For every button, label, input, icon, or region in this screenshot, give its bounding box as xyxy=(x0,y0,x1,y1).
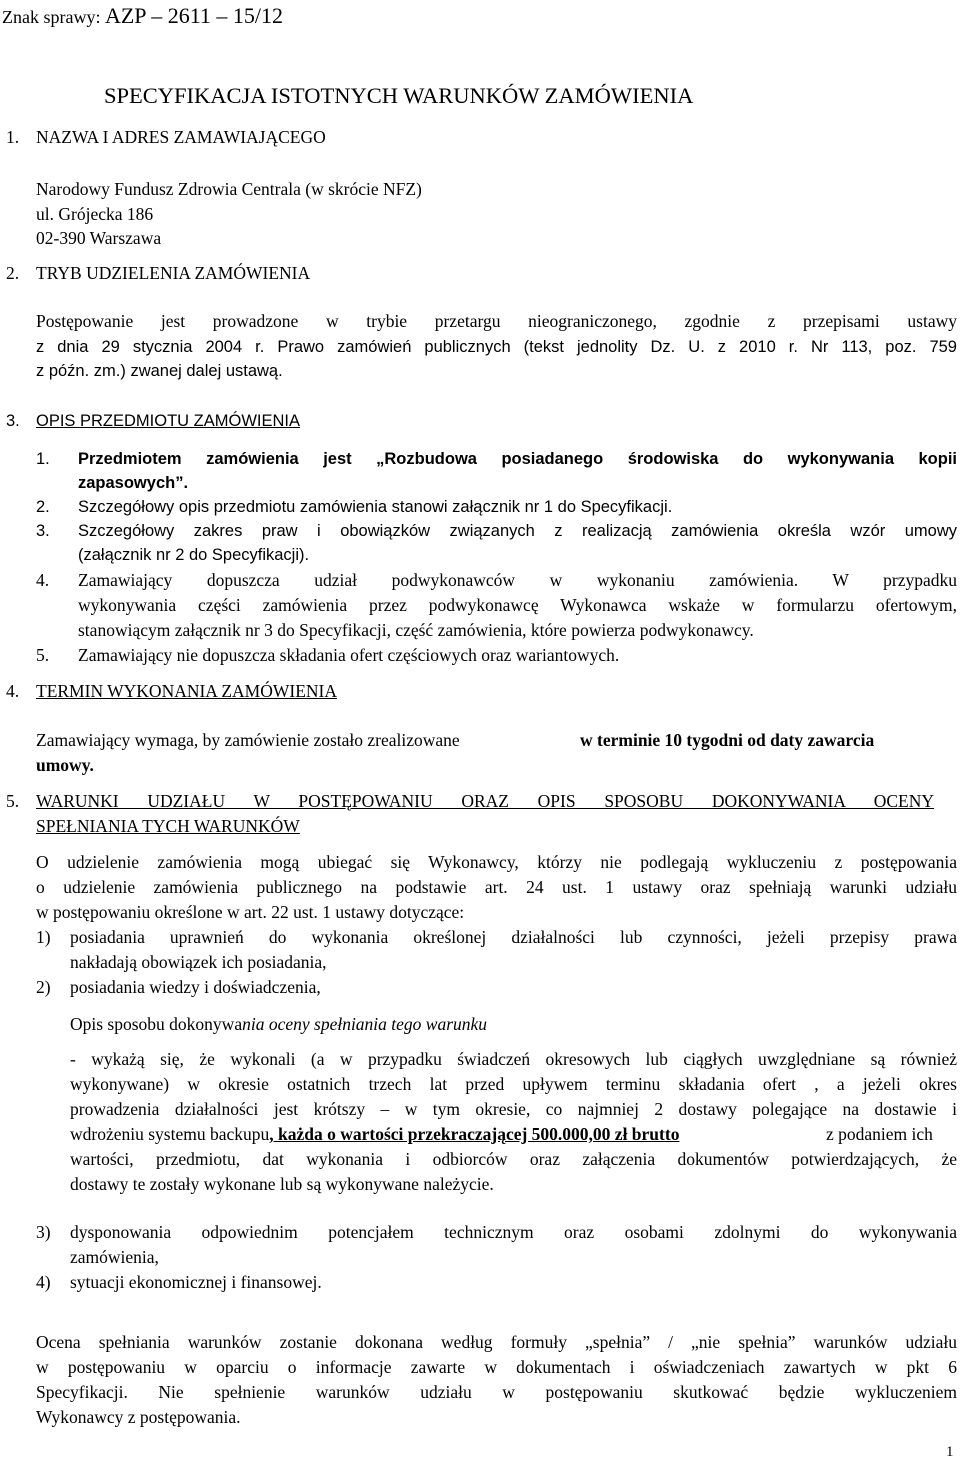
paragraph-line: z późn. zm.) zwanej dalej ustawą. xyxy=(36,362,283,380)
experience-line: wykonywane) w okresie ostatnich trzech lat przed upływem terminu składania ofert , a jeżeli okres xyxy=(70,1074,957,1094)
list-number: 3. xyxy=(36,522,50,540)
experience-line: - wykażą się, że wykonali (a w przypadku świadczeń okresowych lub ciągłych uwzględniane są również xyxy=(70,1049,957,1069)
list-item-text: stanowiącym załącznik nr 3 do Specyfikacji, część zamówienia, które powierza podwykonawcy. xyxy=(78,620,754,640)
condition-text: dysponowania odpowiednim potencjałem technicznym oraz osobami zdolnymi do wykonywania xyxy=(70,1222,957,1242)
list-item-text: zapasowych”. xyxy=(78,474,189,492)
list-item-text: Zamawiający dopuszcza udział podwykonawców w wykonaniu zamówienia. W przypadku xyxy=(78,570,957,590)
paragraph-line: w postępowaniu określone w art. 22 ust. 1 ustawy dotyczące: xyxy=(36,902,465,922)
experience-line: wartości, przedmiotu, dat wykonania i odbiorców oraz załączenia dokumentów potwierdzających, że xyxy=(70,1149,957,1169)
section-4-heading: TERMIN WYKONANIA ZAMÓWIENIA xyxy=(36,681,338,701)
page-number: 1 xyxy=(946,1444,954,1460)
list-number: 4. xyxy=(36,570,50,590)
document-title: SPECYFIKACJA ISTOTNYCH WARUNKÓW ZAMÓWIENIA xyxy=(104,83,694,108)
paragraph-line: Specyfikacji. Nie spełnienie warunków udziału w postępowaniu skutkować będzie wykluczeniem xyxy=(36,1382,957,1402)
experience-text: wdrożeniu systemu backupu xyxy=(70,1124,270,1144)
deadline-text xyxy=(36,731,460,750)
list-number: 5. xyxy=(36,645,50,665)
paragraph-line: Ocena spełniania warunków zostanie dokonana według formuły „spełnia” / „nie spełnia” warunków udziału xyxy=(36,1332,957,1352)
section-4-number: 4. xyxy=(6,681,20,701)
assessment-method-plain: Opis sposobu dokonywa xyxy=(70,1014,243,1034)
condition-text: nakładają obowiązek ich posiadania, xyxy=(70,952,327,972)
section-2-number: 2. xyxy=(6,263,20,283)
paragraph-line: O udzielenie zamówienia mogą ubiegać się Wykonawcy, którzy nie podlegają wykluczeniu z postępowania xyxy=(36,852,957,872)
section-5-heading: WARUNKI UDZIAŁU W POSTĘPOWANIU ORAZ OPIS SPOSOBU DOKONYWANIA OCENY xyxy=(36,791,934,811)
condition-number: 3) xyxy=(36,1222,51,1242)
condition-number: 1) xyxy=(36,927,51,947)
deadline-text-bold: w terminie 10 tygodni od daty zawarcia xyxy=(580,730,875,750)
condition-text: zamówienia, xyxy=(70,1247,159,1267)
paragraph-line: Postępowanie jest prowadzone w trybie przetargu nieograniczonego, zgodnie z przepisami ustawy xyxy=(36,311,957,331)
condition-text: posiadania uprawnień do wykonania określonej działalności lub czynności, jeżeli przepisy prawa xyxy=(70,927,957,947)
condition-number: 2) xyxy=(36,977,51,997)
deadline-text-bold: umowy. xyxy=(36,755,94,775)
list-item-text: Zamawiający nie dopuszcza składania ofert częściowych oraz wariantowych. xyxy=(78,645,620,665)
experience-line: dostawy te zostały wykonane lub są wykonywane należycie. xyxy=(70,1174,494,1194)
address-line: ul. Grójecka 186 xyxy=(36,204,154,224)
value-threshold: , każda o wartości przekraczającej 500.000,00 zł brutto xyxy=(269,1124,680,1144)
section-5-heading: SPEŁNIANIA TYCH WARUNKÓW xyxy=(36,816,300,836)
condition-text: sytuacji ekonomicznej i finansowej. xyxy=(70,1272,322,1292)
condition-text: posiadania wiedzy i doświadczenia, xyxy=(70,977,321,997)
list-item-text: wykonywania części zamówienia przez podwykonawcę Wykonawca wskaże w formularzu ofertowym, xyxy=(78,595,957,615)
paragraph-line: z dnia 29 stycznia 2004 r. Prawo zamówień publicznych (tekst jednolity Dz. U. z 2010 r. Nr 113, poz. 759 xyxy=(36,338,957,356)
list-number: 2. xyxy=(36,498,50,516)
list-item-text: Szczegółowy opis przedmiotu zamówienia stanowi załącznik nr 1 do Specyfikacji. xyxy=(78,498,673,516)
list-item-text: (załącznik nr 2 do Specyfikacji). xyxy=(78,546,310,564)
assessment-method xyxy=(70,1015,487,1034)
list-number: 1. xyxy=(36,450,50,468)
case-number: AZP – 2611 – 15/12 xyxy=(104,3,284,28)
case-label: Znak sprawy: xyxy=(2,7,105,27)
address-line: Narodowy Fundusz Zdrowia Centrala (w skrócie NFZ) xyxy=(36,179,422,199)
section-3-heading: OPIS PRZEDMIOTU ZAMÓWIENIA xyxy=(36,412,301,430)
experience-line xyxy=(70,1125,679,1144)
section-1-number: 1. xyxy=(6,127,20,147)
experience-text: z podaniem ich xyxy=(826,1124,933,1144)
section-2-heading: TRYB UDZIELENIA ZAMÓWIENIA xyxy=(36,263,311,283)
paragraph-line: o udzielenie zamówienia publicznego na podstawie art. 24 ust. 1 ustawy oraz spełniają warunki udziału xyxy=(36,877,957,897)
paragraph-line: w postępowaniu w oparciu o informacje zawarte w dokumentach i oświadczeniach zawartych w pkt 6 xyxy=(36,1357,957,1377)
list-item-text: Przedmiotem zamówienia jest „Rozbudowa posiadanego środowiska do wykonywania kopii xyxy=(78,450,957,468)
section-5-number: 5. xyxy=(6,791,20,811)
paragraph-line: Wykonawcy z postępowania. xyxy=(36,1407,241,1427)
address-line: 02-390 Warszawa xyxy=(36,228,162,248)
assessment-method-italic: nia oceny spełniania tego warunku xyxy=(242,1014,488,1034)
case-reference xyxy=(2,4,283,28)
condition-number: 4) xyxy=(36,1272,51,1292)
section-3-number: 3. xyxy=(6,412,20,430)
experience-line: prowadzenia działalności jest krótszy – w tym okresie, co najmniej 2 dostawy polegające na dostawie i xyxy=(70,1099,957,1119)
section-1-heading: NAZWA I ADRES ZAMAWIAJĄCEGO xyxy=(36,127,326,147)
deadline-text-plain: Zamawiający wymaga, by zamówienie zostało zrealizowane xyxy=(36,730,460,750)
list-item-text: Szczegółowy zakres praw i obowiązków związanych z realizacją zamówienia określa wzór umowy xyxy=(78,522,957,540)
